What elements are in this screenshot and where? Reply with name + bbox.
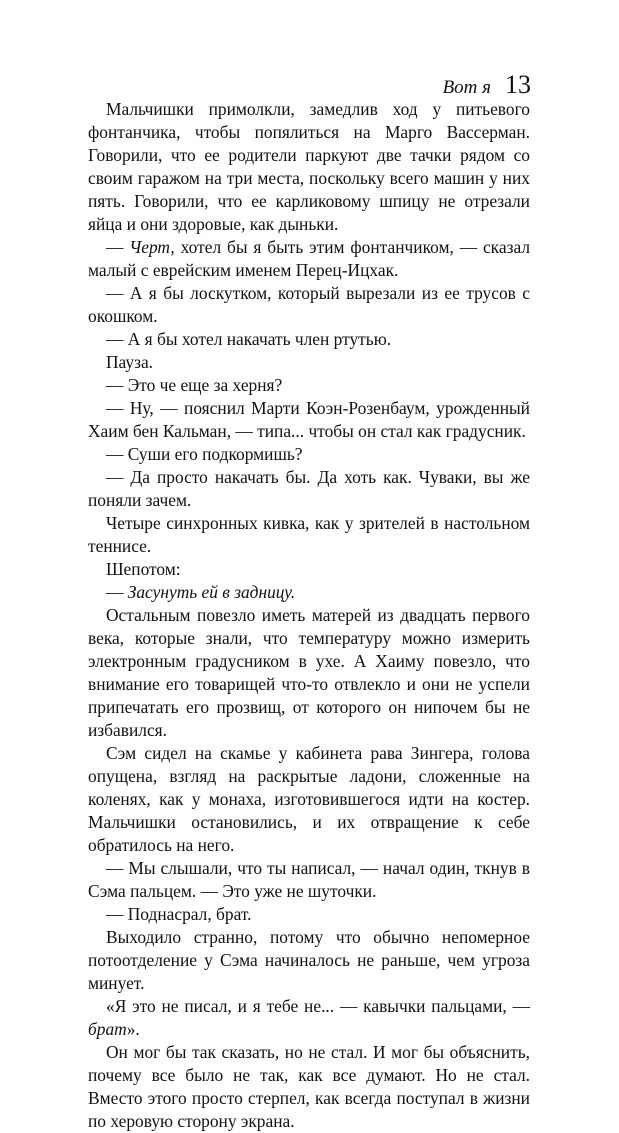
paragraph-text: Он мог бы так сказать, но не стал. И мог бы объяснить, почему все было не так, как все думают. Но не стал. Вместо этого просто стерпел, как всегда поступал в жизни по херовую сторону экрана. bbox=[88, 1042, 530, 1131]
paragraph-text: Остальным повезло иметь матерей из двадцать первого века, которые знали, что температуру можно измерить электронным градусником в ухе. А Хаиму повезло, что внимание его товарищей что-то отвлекло и они не успели припечатать его прозвищ, от которого он нипочем бы не избавился. bbox=[88, 605, 530, 740]
paragraph bbox=[88, 443, 530, 466]
paragraph bbox=[88, 466, 530, 512]
paragraph-text: — Ну, — пояснил Марти Коэн-Розенбаум, урожденный Хаим бен Кальман, — типа... чтобы он стал как градусник. bbox=[88, 398, 530, 441]
paragraph bbox=[88, 351, 530, 374]
paragraph-text: Сэм сидел на скамье у кабинета рава Зингера, голова опущена, взгляд на раскрытые ладони, сложенные на коленях, как у монаха, изготовившегося идти на костер. Мальчишки остановились, и их отвращение к себе обратилось на него. bbox=[88, 743, 530, 855]
paragraph bbox=[88, 995, 530, 1041]
paragraph-text: Выходило странно, потому что обычно непомерное потоотделение у Сэма начиналось не раньше, чем угроза минует. bbox=[88, 927, 530, 993]
paragraph bbox=[88, 857, 530, 903]
paragraph-text: — Суши его подкормишь? bbox=[106, 444, 303, 464]
emphasis-text: Засунуть ей в задницу. bbox=[127, 582, 296, 602]
paragraph-text: — Да просто накачать бы. Да хоть как. Чуваки, вы же поняли зачем. bbox=[88, 467, 530, 510]
paragraph bbox=[88, 558, 530, 581]
running-header bbox=[443, 70, 531, 100]
paragraph bbox=[88, 903, 530, 926]
paragraph bbox=[88, 742, 530, 857]
emphasis-text: Черт, bbox=[129, 237, 175, 257]
paragraph bbox=[88, 374, 530, 397]
paragraph-text: Шепотом: bbox=[106, 559, 181, 579]
paragraph bbox=[88, 512, 530, 558]
paragraph bbox=[88, 604, 530, 742]
paragraph bbox=[88, 236, 530, 282]
paragraph-text: Пауза. bbox=[106, 352, 154, 372]
paragraph-text: Мальчишки примолкли, замедлив ход у питьевого фонтанчика, чтобы попялиться на Марго Вассерман. Говорили, что ее родители паркуют две тачки рядом со своим гаражом на три места, поскольку всего машин у них пять. Говорили, что ее карликовому шпицу не отрезали яйца и они здоровые, как дыньки. bbox=[88, 99, 530, 234]
running-title: Вот я bbox=[442, 77, 491, 98]
paragraph-text: — Поднасрал, брат. bbox=[106, 904, 252, 924]
paragraph-text: — Мы слышали, что ты написал, — начал один, ткнув в Сэма пальцем. — Это уже не шуточки. bbox=[88, 858, 530, 901]
paragraph bbox=[88, 397, 530, 443]
paragraph bbox=[88, 581, 530, 604]
dash: — bbox=[106, 237, 130, 257]
paragraph bbox=[88, 926, 530, 995]
paragraph bbox=[88, 98, 530, 236]
paragraph bbox=[88, 328, 530, 351]
emphasis-text: брат bbox=[88, 1019, 127, 1039]
paragraph-text: «Я это не писал, и я тебе не... — кавычки пальцами, — bbox=[106, 996, 530, 1016]
paragraph bbox=[88, 282, 530, 328]
paragraph-text: — А я бы лоскутком, который вырезали из ее трусов с окошком. bbox=[88, 283, 530, 326]
page-body bbox=[88, 98, 530, 1133]
paragraph-text: Четыре синхронных кивка, как у зрителей в настольном теннисе. bbox=[88, 513, 530, 556]
page-number: 13 bbox=[505, 70, 531, 99]
paragraph-text: ». bbox=[126, 1019, 140, 1039]
paragraph bbox=[88, 1041, 530, 1133]
paragraph-text: хотел бы я быть этим фонтанчиком, — сказал малый с еврейским именем Перец-Ицхак. bbox=[88, 237, 531, 280]
paragraph-text: — Это че еще за херня? bbox=[106, 375, 283, 395]
dash: — bbox=[106, 582, 128, 602]
paragraph-text: — А я бы хотел накачать член ртутью. bbox=[106, 329, 392, 349]
